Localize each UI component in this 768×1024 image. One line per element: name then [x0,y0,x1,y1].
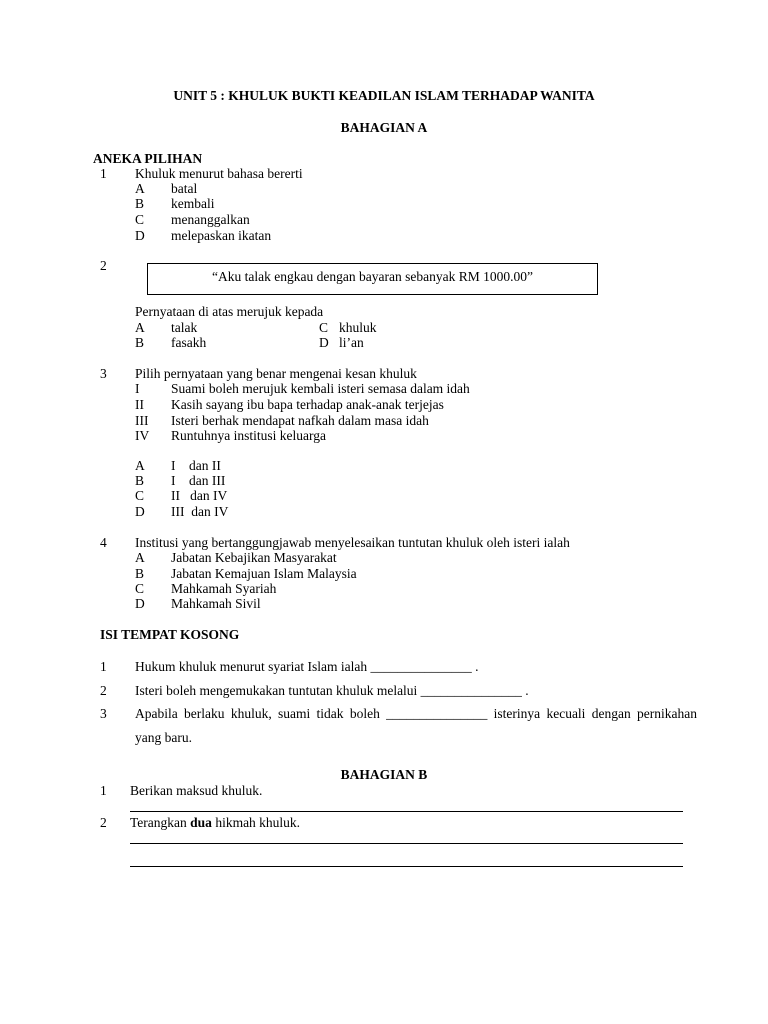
option-text: batal [171,181,198,196]
option-text: melepaskan ikatan [171,228,272,243]
question-text-pre: Terangkan [130,815,191,830]
option-letter: D [319,335,329,350]
statement-text: Kasih sayang ibu bapa terhadap anak-anak terjejas [171,397,444,412]
quote-box [147,263,598,295]
option-letter: B [135,473,145,488]
question-text-bold: dua [190,815,212,830]
option-letter: C [135,212,145,227]
option-text: khuluk [339,320,377,335]
answer-line[interactable] [130,811,683,812]
quote-text: “Aku talak engkau dengan bayaran sebanyak RM 1000.00” [212,269,533,284]
option-letter: C [319,320,329,335]
option-letter: A [135,458,145,473]
question-text: Berikan maksud khuluk. [130,783,263,798]
fill-text: Hukum khuluk menurut syariat Islam ialah _______________ . [135,659,479,674]
statement-roman: I [135,381,140,396]
option-letter: B [135,335,145,350]
option-letter: B [135,566,145,581]
option-letter: C [135,581,145,596]
option-letter: B [135,196,145,211]
question-stem: Pernyataan di atas merujuk kepada [135,304,324,319]
answer-line[interactable] [130,843,683,844]
question-number: 3 [100,366,107,381]
page-title: UNIT 5 : KHULUK BUKTI KEADILAN ISLAM TERHADAP WANITA [173,88,595,103]
section-a-heading: BAHAGIAN A [340,120,428,135]
statement-text: Runtuhnya institusi keluarga [171,428,326,443]
option-text: Mahkamah Sivil [171,596,261,611]
mcq-heading: ANEKA PILIHAN [93,151,203,166]
question-stem: Khuluk menurut bahasa bererti [135,166,303,181]
statement-roman: IV [135,428,150,443]
fill-text-continued: yang baru. [135,730,192,745]
statement-roman: II [135,397,144,412]
option-letter: D [135,596,145,611]
fill-number: 1 [100,659,107,674]
fill-number: 2 [100,683,107,698]
question-text [130,815,300,831]
fill-heading: ISI TEMPAT KOSONG [100,627,240,642]
question-number: 1 [100,166,107,181]
question-number: 2 [100,258,107,273]
option-text: III dan IV [171,504,229,519]
answer-line[interactable] [130,866,683,867]
section-b-heading: BAHAGIAN B [340,767,428,782]
option-letter: A [135,181,145,196]
statement-roman: III [135,413,149,428]
option-text: Mahkamah Syariah [171,581,277,596]
option-text: fasakh [171,335,207,350]
option-text: kembali [171,196,215,211]
option-text: Jabatan Kemajuan Islam Malaysia [171,566,357,581]
statement-text: Suami boleh merujuk kembali isteri semasa dalam idah [171,381,470,396]
fill-text: Isteri boleh mengemukakan tuntutan khuluk melalui _______________ . [135,683,529,698]
option-text: Jabatan Kebajikan Masyarakat [171,550,337,565]
option-text: I dan II [171,458,221,473]
question-number: 2 [100,815,107,830]
option-text: I dan III [171,473,226,488]
option-text: II dan IV [171,488,228,503]
statement-text: Isteri berhak mendapat nafkah dalam masa idah [171,413,429,428]
option-letter: C [135,488,145,503]
fill-text: Apabila berlaku khuluk, suami tidak boleh _______________ isterinya kecuali dengan pernikahan [135,706,697,721]
option-text: menanggalkan [171,212,250,227]
fill-number: 3 [100,706,107,721]
option-letter: A [135,320,145,335]
option-text: talak [171,320,198,335]
option-text: li’an [339,335,364,350]
option-letter: D [135,228,145,243]
question-number: 4 [100,535,107,550]
option-letter: A [135,550,145,565]
question-text-post: hikmah khuluk. [211,815,301,830]
question-stem: Pilih pernyataan yang benar mengenai kesan khuluk [135,366,417,381]
question-number: 1 [100,783,107,798]
option-letter: D [135,504,145,519]
question-stem: Institusi yang bertanggungjawab menyelesaikan tuntutan khuluk oleh isteri ialah [135,535,570,550]
